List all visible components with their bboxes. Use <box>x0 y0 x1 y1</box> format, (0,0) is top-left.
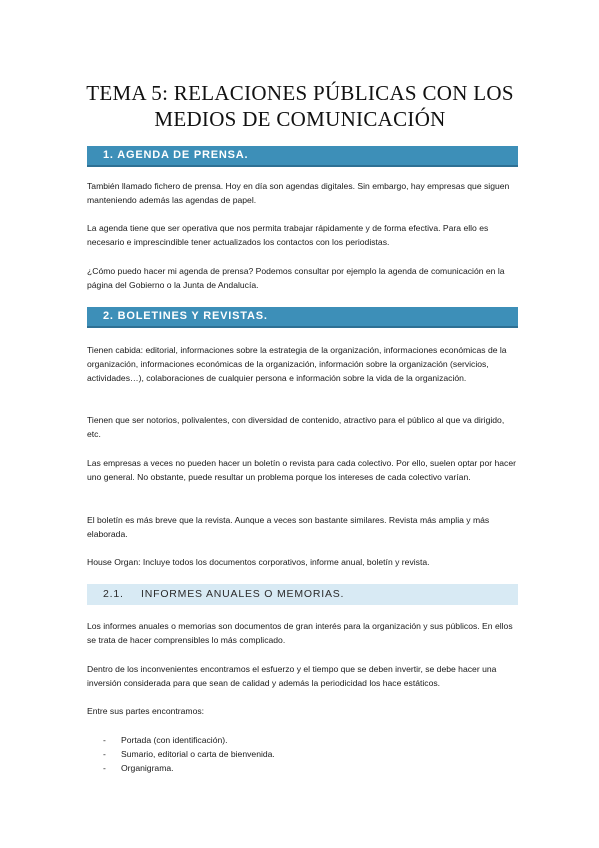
section-1-heading: 1. AGENDA DE PRENSA. <box>87 146 518 167</box>
page-title <box>60 80 540 132</box>
list-item: - Sumario, editorial o carta de bienvenida. <box>103 749 275 759</box>
subsection-number: 2.1. <box>103 588 124 600</box>
section-1-paragraph: También llamado fichero de prensa. Hoy en día son agendas digitales. Sin embargo, hay empresas que siguen manteniendo además las agendas de papel. <box>87 181 510 205</box>
title-line-1: TEMA 5: RELACIONES PÚBLICAS CON LOS <box>86 81 514 105</box>
section-2-paragraph: Tienen cabida: editorial, informaciones sobre la estrategia de la organización, informaciones económicas de la organización, informaciones económicas de la organización, información sobre la organización (servicios, actividades…), colaboraciones de cualquier persona e información sobre la vida de la organización. <box>87 345 507 383</box>
subsection-2-1-paragraph: Dentro de los inconvenientes encontramos el esfuerzo y el tiempo que se deben invertir, se debe hacer una inversión considerada para que sean de calidad y además la periodicidad los hace estáticos. <box>87 664 497 688</box>
section-2-paragraph: House Organ: Incluye todos los documentos corporativos, informe anual, boletín y revista. <box>87 557 430 567</box>
list-item: - Organigrama. <box>103 763 174 773</box>
title-line-2: MEDIOS DE COMUNICACIÓN <box>154 107 446 131</box>
subsection-title: INFORMES ANUALES O MEMORIAS. <box>141 588 345 600</box>
subsection-2-1-heading <box>87 584 518 605</box>
section-2-paragraph: Tienen que ser notorios, polivalentes, con diversidad de contenido, atractivo para el público al que va dirigido, etc. <box>87 415 505 439</box>
section-1-paragraph: La agenda tiene que ser operativa que nos permita trabajar rápidamente y de forma efectiva. Para ello es necesario e imprescindible tener actualizados los contactos con los periodistas. <box>87 223 489 247</box>
section-2-heading: 2. BOLETINES Y REVISTAS. <box>87 307 518 328</box>
section-2-paragraph: El boletín es más breve que la revista. Aunque a veces son bastante similares. Revista más amplia y más elaborada. <box>87 515 490 539</box>
section-2-paragraph: Las empresas a veces no pueden hacer un boletín o revista para cada colectivo. Por ello, suelen optar por hacer uno general. No obstante, puede resultar un problema porque los intereses de cada colectivo varían. <box>87 458 516 482</box>
list-item: - Portada (con identificación). <box>103 735 228 745</box>
section-1-paragraph: ¿Cómo puedo hacer mi agenda de prensa? Podemos consultar por ejemplo la agenda de comunicación en la página del Gobierno o la Junta de Andalucía. <box>87 266 505 290</box>
subsection-2-1-paragraph: Entre sus partes encontramos: <box>87 706 205 716</box>
subsection-2-1-paragraph: Los informes anuales o memorias son documentos de gran interés para la organización y sus públicos. En ellos se trata de hacer comprensibles lo más complicado. <box>87 621 513 645</box>
